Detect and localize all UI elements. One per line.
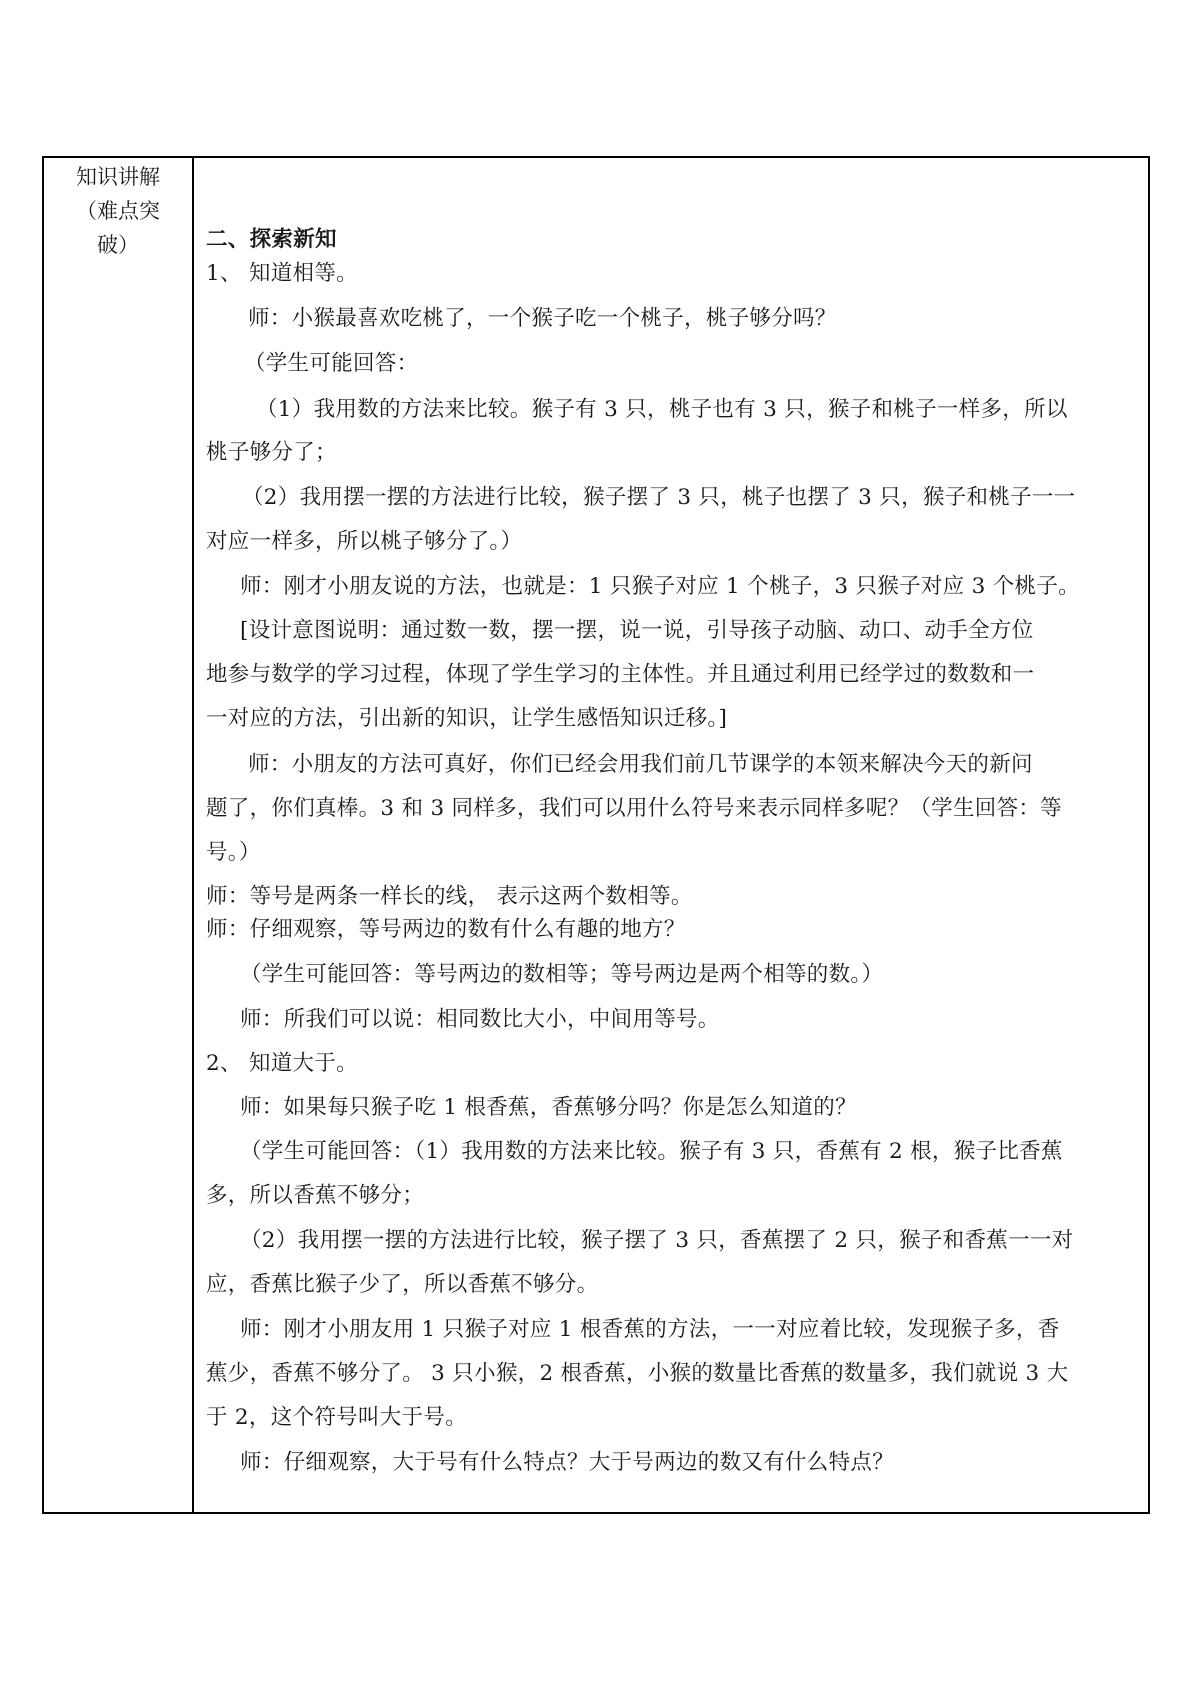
content-line: 师：如果每只猴子吃 1 根香蕉，香蕉够分吗？你是怎么知道的？: [240, 1095, 857, 1120]
content-line: [设计意图说明：通过数一数，摆一摆，说一说，引导孩子动脑、动口、动手全方位: [240, 618, 1034, 643]
content-line: 2、 知道大于。: [206, 1051, 358, 1076]
lesson-table: [42, 156, 1150, 1514]
section-heading: 二、探索新知: [206, 227, 337, 252]
section-label-line-2: （难点突: [76, 199, 160, 223]
content-line: 1、 知道相等。: [206, 261, 358, 286]
content-line: 师：小朋友的方法可真好，你们已经会用我们前几节课学的本领来解决今天的新问: [248, 752, 1033, 777]
content-line: 师：所我们可以说：相同数比大小，中间用等号。: [240, 1007, 720, 1032]
content-line: 地参与数学的学习过程，体现了学生学习的主体性。并且通过利用已经学过的数数和一: [206, 662, 1035, 687]
content-line: 应，香蕉比猴子少了，所以香蕉不够分。: [206, 1272, 599, 1297]
content-line: 于 2，这个符号叫大于号。: [206, 1405, 467, 1430]
content-line: 师：刚才小朋友说的方法，也就是：1 只猴子对应 1 个桃子，3 只猴子对应 3 个桃子。: [240, 574, 1080, 599]
content-line: 师：小猴最喜欢吃桃了，一个猴子吃一个桃子，桃子够分吗？: [248, 306, 837, 331]
content-line: 桃子够分了；: [206, 440, 337, 465]
content-line: 题了，你们真棒。3 和 3 同样多，我们可以用什么符号来表示同样多呢？（学生回答：等: [206, 796, 1062, 821]
content-line: 蕉少，香蕉不够分了。 3 只小猴，2 根香蕉，小猴的数量比香蕉的数量多，我们就说 3 大: [206, 1361, 1069, 1386]
content-line: （2）我用摆一摆的方法进行比较，猴子摆了 3 只，香蕉摆了 2 只，猴子和香蕉一一对: [240, 1228, 1074, 1253]
column-divider: [192, 158, 194, 1512]
content-line: （学生可能回答：等号两边的数相等；等号两边是两个相等的数。）: [240, 962, 884, 987]
content-line: 对应一样多，所以桃子够分了。）: [206, 529, 523, 554]
content-line: （1）我用数的方法来比较。猴子有 3 只，桃子也有 3 只，猴子和桃子一样多，所以: [256, 397, 1068, 422]
section-label-cell: [44, 160, 192, 262]
content-line: （学生可能回答：: [244, 351, 419, 376]
content-line: （2）我用摆一摆的方法进行比较，猴子摆了 3 只，桃子也摆了 3 只，猴子和桃子一一: [242, 485, 1076, 510]
section-label-line-1: 知识讲解: [76, 165, 160, 189]
content-line: （学生可能回答：（1）我用数的方法来比较。猴子有 3 只，香蕉有 2 根，猴子比香蕉: [240, 1139, 1063, 1164]
content-line: 师：仔细观察，大于号有什么特点？大于号两边的数又有什么特点？: [240, 1450, 895, 1475]
content-line: 师：等号是两条一样长的线， 表示这两个数相等。: [206, 884, 693, 909]
content-line: 一对应的方法，引出新的知识，让学生感悟知识迁移。]: [206, 706, 728, 731]
content-line: 多，所以香蕉不够分；: [206, 1183, 425, 1208]
content-line: 师：仔细观察，等号两边的数有什么有趣的地方？: [206, 917, 686, 942]
content-line: 师：刚才小朋友用 1 只猴子对应 1 根香蕉的方法，一一对应着比较，发现猴子多，香: [240, 1317, 1060, 1342]
content-line: 号。）: [206, 840, 261, 865]
section-label-line-3: 破）: [97, 233, 139, 257]
